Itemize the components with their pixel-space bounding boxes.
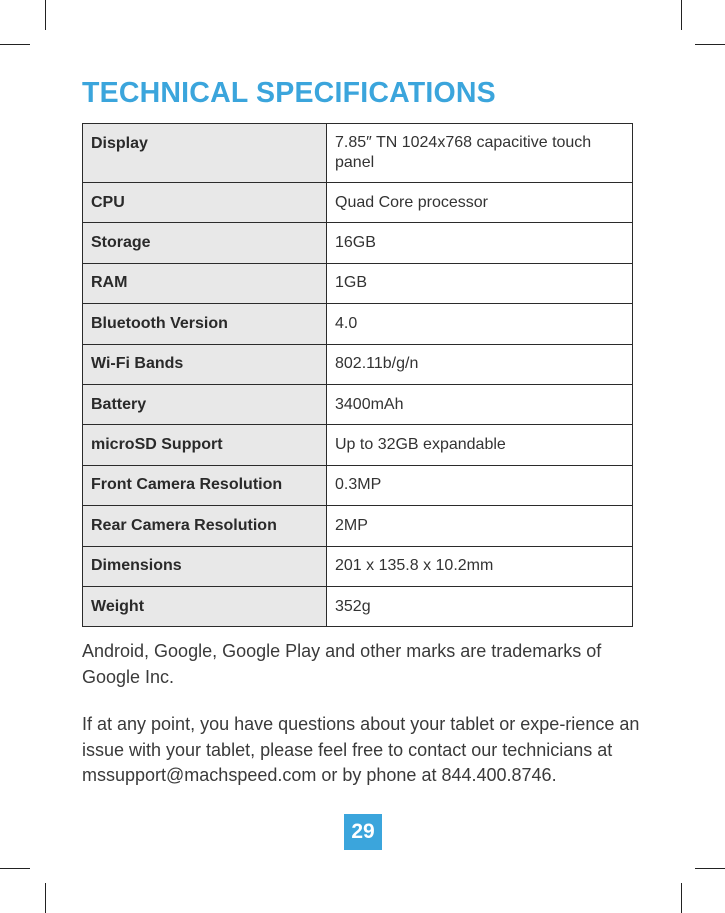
spec-label: Weight xyxy=(83,586,327,626)
spec-value: 16GB xyxy=(327,223,633,263)
spec-value: 7.85″ TN 1024x768 capacitive touch panel xyxy=(327,124,633,183)
specifications-table xyxy=(82,123,633,627)
spec-value: 3400mAh xyxy=(327,384,633,424)
contact-note: If at any point, you have questions about your tablet or expe-rience an issue with your tablet, please feel free to contact our technicians at mssupport@machspeed.com or by phone at 844.400.8746. xyxy=(82,714,640,785)
spec-label: microSD Support xyxy=(83,425,327,465)
table-row xyxy=(83,465,633,505)
table-row xyxy=(83,344,633,384)
page-title: TECHNICAL SPECIFICATIONS xyxy=(82,77,496,109)
crop-mark xyxy=(681,0,682,30)
table-row xyxy=(83,384,633,424)
spec-label: Front Camera Resolution xyxy=(83,465,327,505)
crop-mark xyxy=(0,44,30,45)
crop-mark xyxy=(695,44,725,45)
table-row xyxy=(83,223,633,263)
table-row xyxy=(83,586,633,626)
spec-value: 0.3MP xyxy=(327,465,633,505)
spec-value: 4.0 xyxy=(327,304,633,344)
spec-label: Wi-Fi Bands xyxy=(83,344,327,384)
table-row xyxy=(83,263,633,303)
table-row xyxy=(83,124,633,183)
spec-value: 2MP xyxy=(327,506,633,546)
spec-label: CPU xyxy=(83,183,327,223)
page-number-badge: 29 xyxy=(344,814,382,850)
spec-value: 352g xyxy=(327,586,633,626)
crop-mark xyxy=(45,0,46,30)
table-row xyxy=(83,183,633,223)
crop-mark xyxy=(695,868,725,869)
crop-mark xyxy=(45,883,46,913)
spec-value: 1GB xyxy=(327,263,633,303)
spec-label: Dimensions xyxy=(83,546,327,586)
spec-label: Storage xyxy=(83,223,327,263)
crop-mark xyxy=(0,868,30,869)
table-row xyxy=(83,546,633,586)
spec-label: Bluetooth Version xyxy=(83,304,327,344)
table-row xyxy=(83,425,633,465)
crop-mark xyxy=(681,883,682,913)
spec-value: Up to 32GB expandable xyxy=(327,425,633,465)
spec-value: Quad Core processor xyxy=(327,183,633,223)
table-row xyxy=(83,304,633,344)
spec-label: RAM xyxy=(83,263,327,303)
spec-value: 802.11b/g/n xyxy=(327,344,633,384)
spec-label: Display xyxy=(83,124,327,183)
table-row xyxy=(83,506,633,546)
trademark-note: Android, Google, Google Play and other marks are trademarks of Google Inc. xyxy=(82,641,602,687)
spec-label: Battery xyxy=(83,384,327,424)
spec-value: 201 x 135.8 x 10.2mm xyxy=(327,546,633,586)
spec-label: Rear Camera Resolution xyxy=(83,506,327,546)
